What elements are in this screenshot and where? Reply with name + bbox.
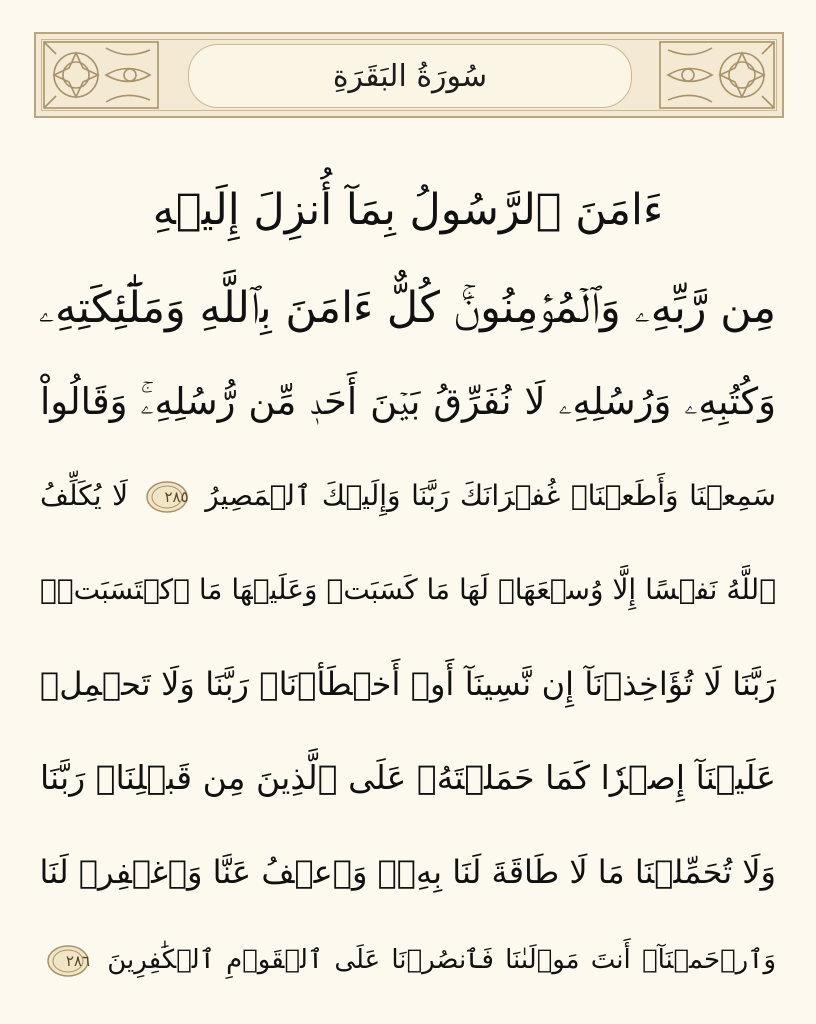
header-ornament-left xyxy=(42,40,160,110)
verse-line-3: وَكُتُبِهِۦ وَرُسُلِهِۦ لَا نُفَرِّقُ بَيۡنَ أَحَدٖ مِّن رُّسُلِهِۦۚ وَقَالُواْ xyxy=(40,380,776,423)
surah-title-cartouche xyxy=(188,44,632,108)
ayah-number-285: ٢٨٥ xyxy=(164,488,189,506)
ayah-marker-285 xyxy=(145,479,189,515)
verse-line-5: ٱللَّهُ نَفۡسًا إِلَّا وُسۡعَهَاۚ لَهَا مَا كَسَبَتۡ وَعَلَيۡهَا مَا ٱكۡتَسَبَتۡۗ xyxy=(40,573,776,606)
verse-line-2: مِن رَّبِّهِۦ وَٱلۡمُؤۡمِنُونَۚ كُلٌّ ءَامَنَ بِٱللَّهِ وَمَلَٰٓئِكَتِهِۦ xyxy=(38,283,776,333)
verse-line-9-text: وَٱرۡحَمۡنَآۚ أَنتَ مَوۡلَىٰنَا فَٱنصُرۡنَا عَلَى ٱلۡقَوۡمِ ٱلۡكَٰفِرِينَ xyxy=(107,945,777,975)
verse-line-7: عَلَيۡنَآ إِصۡرٗا كَمَا حَمَلۡتَهُۥ عَلَى ٱلَّذِينَ مِن قَبۡلِنَاۚ رَبَّنَا xyxy=(40,758,776,797)
verse-line-4 xyxy=(40,466,776,526)
surah-header-frame xyxy=(34,32,784,118)
ayah-marker-286 xyxy=(46,943,90,979)
verse-line-4-part-a: سَمِعۡنَا وَأَطَعۡنَاۖ غُفۡرَانَكَ رَبَّنَا وَإِلَيۡكَ ٱلۡمَصِيرُ xyxy=(205,479,777,512)
verse-line-9 xyxy=(40,930,776,990)
verse-line-8: وَلَا تُحَمِّلۡنَا مَا لَا طَاقَةَ لَنَا بِهِۦۖ وَٱعۡفُ عَنَّا وَٱغۡفِرۡ لَنَا xyxy=(39,853,776,891)
header-ornament-right xyxy=(658,40,776,110)
verse-line-6: رَبَّنَا لَا تُؤَاخِذۡنَآ إِن نَّسِينَآ أَوۡ أَخۡطَأۡنَاۚ رَبَّنَا وَلَا تَحۡمِلۡ xyxy=(40,665,776,703)
ayah-number-286: ٢٨٦ xyxy=(65,951,90,970)
verse-line-4-part-b: لَا يُكَلِّفُ xyxy=(40,479,129,512)
verse-line-1: ءَامَنَ ٱلرَّسُولُ بِمَآ أُنزِلَ إِلَيۡهِ xyxy=(152,185,664,235)
surah-title: سُورَةُ البَقَرَةِ xyxy=(332,58,488,94)
